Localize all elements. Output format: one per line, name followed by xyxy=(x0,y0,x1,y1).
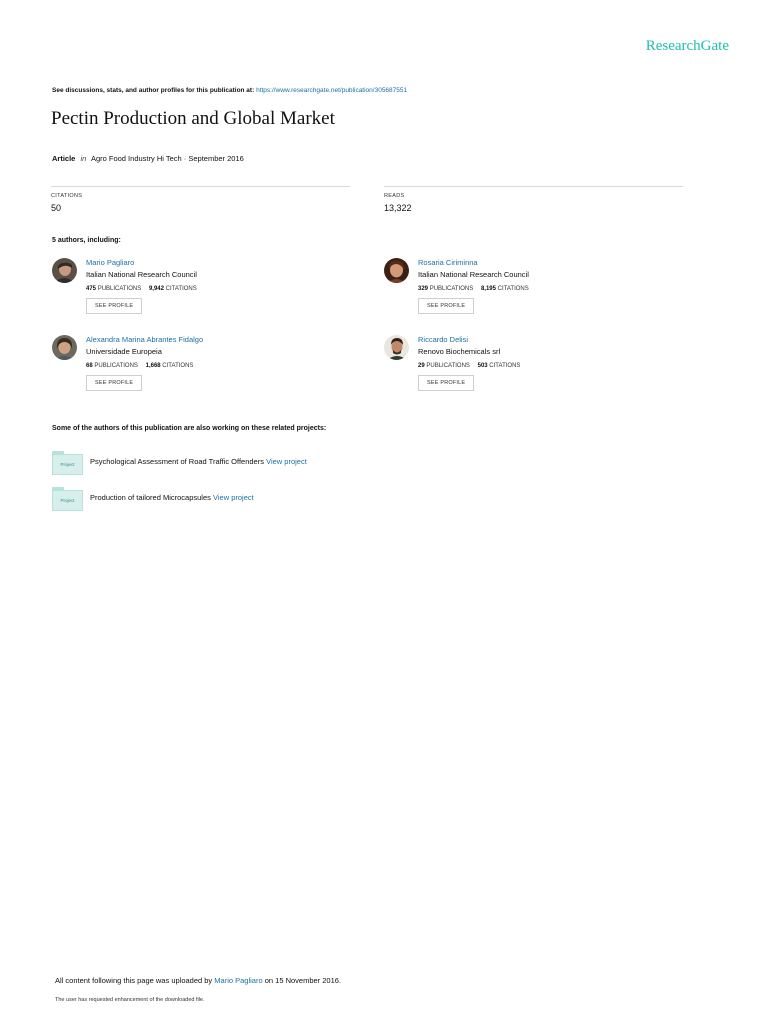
avatar[interactable] xyxy=(52,258,77,283)
citations-count: 503 xyxy=(477,363,488,369)
journal-info: Agro Food Industry Hi Tech · September 2016 xyxy=(90,154,244,163)
article-type: Article xyxy=(52,154,76,163)
project-text xyxy=(90,457,307,466)
see-profile-button[interactable]: SEE PROFILE xyxy=(418,298,474,314)
publications-label: PUBLICATIONS xyxy=(429,286,474,292)
author-institution: Italian National Research Council xyxy=(86,270,197,279)
reads-value: 13,322 xyxy=(384,203,412,213)
view-project-link[interactable]: View project xyxy=(213,493,254,502)
author-metrics xyxy=(418,286,529,292)
see-profile-button[interactable]: SEE PROFILE xyxy=(86,375,142,391)
folder-icon xyxy=(52,451,83,475)
discussion-text: See discussions, stats, and author profiles for this publication at: xyxy=(52,87,255,94)
citations-count: 1,668 xyxy=(145,363,161,369)
upload-suffix: on 15 November 2016. xyxy=(264,976,342,985)
author-name-link[interactable]: Mario Pagliaro xyxy=(86,258,135,267)
publications-label: PUBLICATIONS xyxy=(94,363,138,369)
avatar[interactable] xyxy=(384,335,409,360)
reads-label: READS xyxy=(384,193,405,199)
citations-label: CITATIONS xyxy=(162,363,194,369)
upload-prefix: All content following this page was uploaded by xyxy=(55,976,213,985)
reads-stat xyxy=(384,186,683,213)
folder-icon xyxy=(52,487,83,511)
projects-heading: Some of the authors of this publication are also working on these related projects: xyxy=(52,425,327,432)
uploader-link[interactable]: Mario Pagliaro xyxy=(214,976,263,985)
publications-count: 475 xyxy=(86,286,97,292)
authors-heading: 5 authors, including: xyxy=(52,237,121,244)
page-title: Pectin Production and Global Market xyxy=(51,108,335,129)
upload-notice xyxy=(55,976,341,985)
author-name-link[interactable]: Riccardo Delisi xyxy=(418,335,469,344)
publications-count: 329 xyxy=(418,286,429,292)
author-institution: Italian National Research Council xyxy=(418,270,529,279)
citations-count: 9,942 xyxy=(148,286,164,292)
researchgate-logo[interactable]: ResearchGate xyxy=(645,38,729,54)
avatar[interactable] xyxy=(384,258,409,283)
citations-count: 8,195 xyxy=(480,286,496,292)
citations-label: CITATIONS xyxy=(165,286,197,292)
author-institution: Renovo Biochemicals srl xyxy=(418,347,501,356)
author-name-link[interactable]: Alexandra Marina Abrantes Fidalgo xyxy=(86,335,204,344)
see-profile-button[interactable]: SEE PROFILE xyxy=(86,298,142,314)
view-project-link[interactable]: View project xyxy=(266,457,307,466)
citations-value: 50 xyxy=(51,203,62,213)
citations-stat xyxy=(51,186,350,213)
citations-label: CITATIONS xyxy=(489,363,521,369)
enhancement-note: The user has requested enhancement of the downloaded file. xyxy=(55,997,205,1003)
author-metrics xyxy=(418,363,520,369)
author-name-link[interactable]: Rosaria Ciriminna xyxy=(418,258,478,267)
publications-count: 29 xyxy=(418,363,425,369)
project-title: Production of tailored Microcapsules xyxy=(90,493,211,502)
folder-label: Project xyxy=(52,454,83,475)
project-title: Psychological Assessment of Road Traffic Offenders xyxy=(90,457,264,466)
author-metrics xyxy=(86,286,197,292)
publications-label: PUBLICATIONS xyxy=(426,363,470,369)
see-profile-button[interactable]: SEE PROFILE xyxy=(418,375,474,391)
citations-label: CITATIONS xyxy=(497,286,529,292)
author-institution: Universidade Europeia xyxy=(86,347,162,356)
publications-label: PUBLICATIONS xyxy=(97,286,142,292)
article-in: in xyxy=(80,154,87,163)
project-text xyxy=(90,493,254,502)
avatar[interactable] xyxy=(52,335,77,360)
article-meta xyxy=(52,154,244,163)
folder-label: Project xyxy=(52,490,83,511)
discussion-line xyxy=(52,87,407,94)
citations-label: CITATIONS xyxy=(51,193,83,199)
author-metrics xyxy=(86,363,203,369)
publications-count: 68 xyxy=(86,363,93,369)
publication-link[interactable]: https://www.researchgate.net/publication/305687551 xyxy=(256,87,408,94)
